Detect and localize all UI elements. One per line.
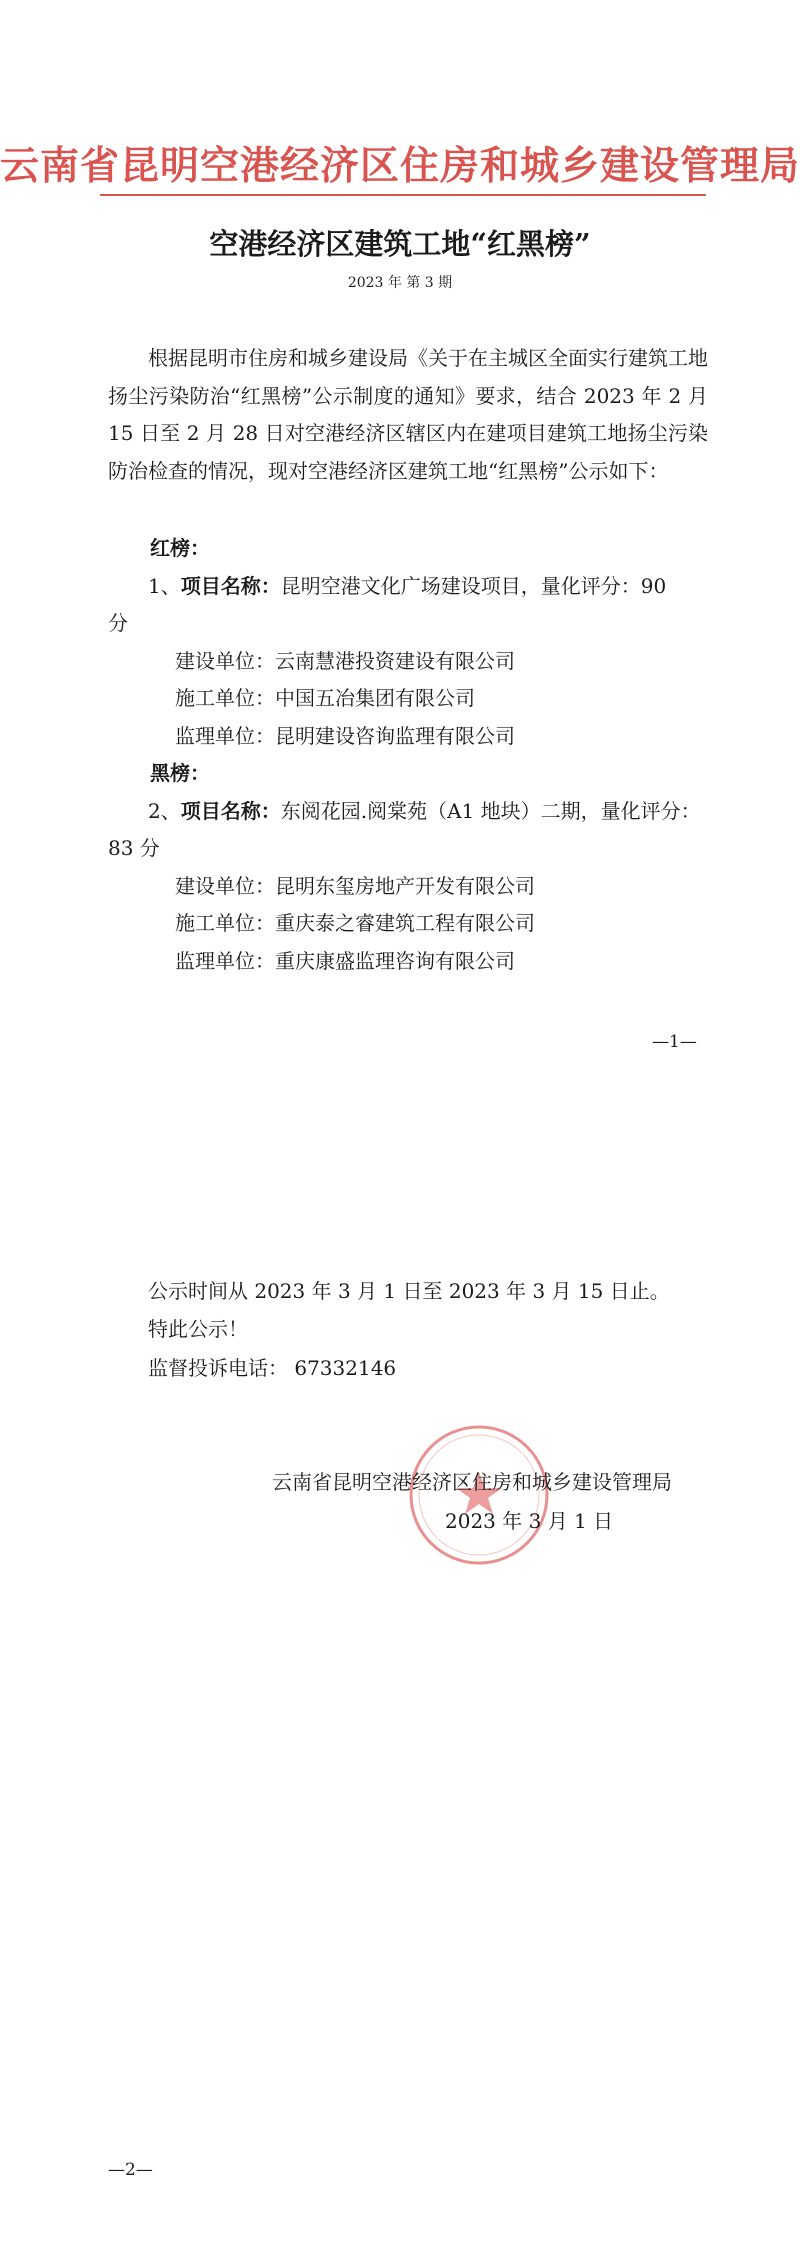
black-list-supervisor — [175, 945, 515, 974]
document-title: 空港经济区建筑工地“红黑榜” — [209, 227, 591, 261]
red-list-contractor-value: 中国五冶集团有限公司 — [275, 686, 475, 710]
red-list-name-label: 项目名称： — [180, 574, 281, 598]
signature-organization: 云南省昆明空港经济区住房和城乡建设管理局 — [272, 1470, 672, 1494]
red-list-supervisor-label: 监理单位： — [175, 724, 275, 748]
red-list-builder-label: 建设单位： — [175, 649, 275, 673]
intro-paragraph: 根据昆明市住房和城乡建设局《关于在主城区全面实行建筑工地扬尘污染防治“红黑榜”公示制度的通知》要求，结合 2023 年 2 月 15 日至 2 月 28 日对空港经济区辖区内在建项目建筑工地扬尘污染防治检查的情况，现对空港经济区建筑工地“红黑榜”公示如下： — [108, 346, 708, 483]
black-list-project-name: 东阅花园.阅棠苑（A1 地块）二期，量化评分： — [280, 799, 701, 823]
black-list-project-line — [148, 795, 701, 824]
red-list-contractor-label: 施工单位： — [175, 686, 275, 710]
red-list-supervisor-value: 昆明建设咨询监理有限公司 — [275, 724, 515, 748]
red-list-supervisor — [175, 720, 515, 749]
red-list-project-name: 昆明空港文化广场建设项目，量化评分：90 — [280, 574, 667, 598]
black-list-supervisor-label: 监理单位： — [175, 949, 275, 973]
red-list-builder — [175, 645, 515, 674]
black-list-supervisor-value: 重庆康盛监理咨询有限公司 — [275, 949, 515, 973]
complaint-hotline: 监督投诉电话： 67332146 — [148, 1356, 397, 1380]
black-list-builder-value: 昆明东玺房地产开发有限公司 — [275, 874, 535, 898]
page-number-2: —2— — [108, 2160, 153, 2180]
black-list-heading: 黑榜： — [150, 761, 210, 785]
black-list-name-label: 项目名称： — [180, 799, 281, 823]
header-divider — [100, 194, 706, 196]
red-list-project-line — [148, 570, 666, 599]
official-seal-stamp — [404, 1420, 554, 1570]
notice-period: 公示时间从 2023 年 3 月 1 日至 2023 年 3 月 15 日止。 — [148, 1279, 670, 1303]
red-list-contractor — [175, 682, 475, 711]
black-list-project-wrap: 83 分 — [108, 836, 160, 860]
black-list-contractor — [175, 907, 535, 936]
red-list-builder-value: 云南慧港投资建设有限公司 — [275, 649, 515, 673]
agency-header-title: 云南省昆明空港经济区住房和城乡建设管理局 — [0, 143, 800, 189]
black-list-builder — [175, 870, 535, 899]
black-list-builder-label: 建设单位： — [175, 874, 275, 898]
red-list-heading: 红榜： — [150, 536, 210, 560]
signature-date: 2023 年 3 月 1 日 — [445, 1509, 614, 1533]
red-list-prefix: 1、 — [148, 574, 181, 598]
issue-number: 2023 年 第 3 期 — [347, 275, 453, 291]
red-list-project-wrap: 分 — [108, 611, 128, 635]
black-list-contractor-label: 施工单位： — [175, 911, 275, 935]
black-list-prefix: 2、 — [148, 799, 181, 823]
page-number-1: —1— — [652, 1032, 697, 1052]
closing-statement: 特此公示！ — [148, 1317, 248, 1341]
black-list-contractor-value: 重庆泰之睿建筑工程有限公司 — [275, 911, 535, 935]
